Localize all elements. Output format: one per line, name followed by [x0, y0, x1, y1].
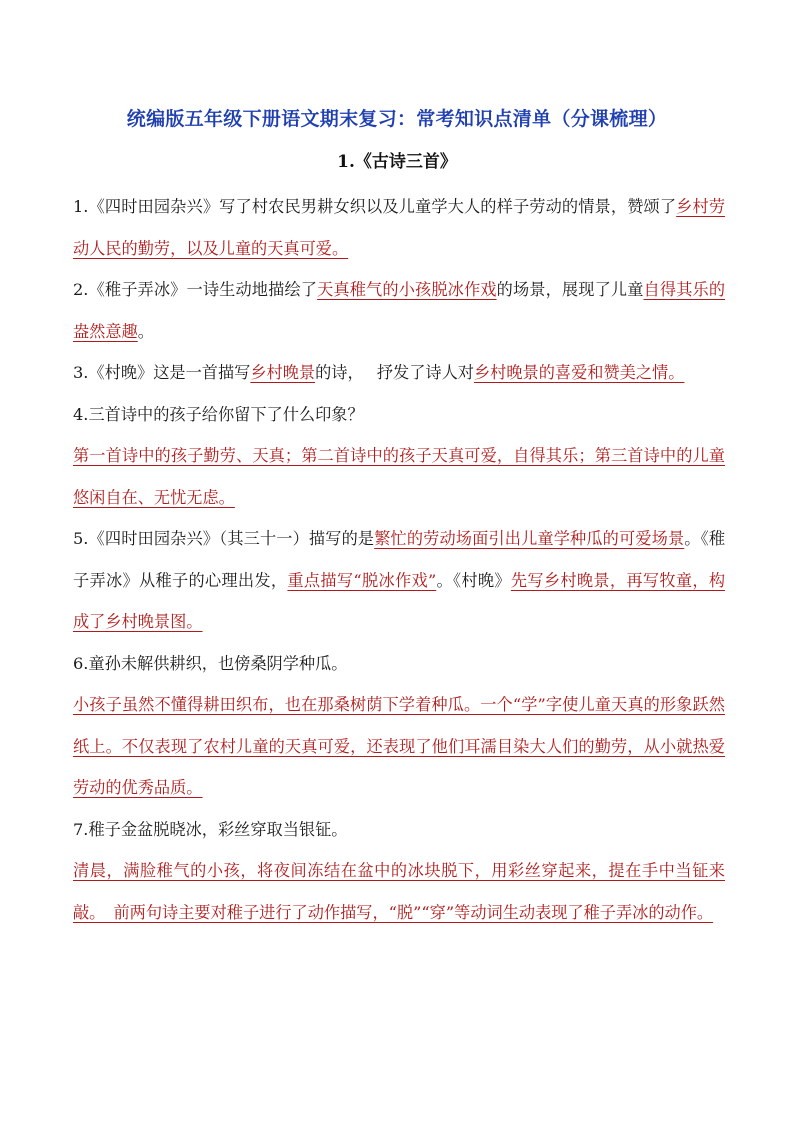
item-4-answer: [73, 435, 725, 518]
page-title: 统编版五年级下册语文期末复习：常考知识点清单（分课梳理）: [126, 108, 668, 130]
item-7-answer: [73, 850, 725, 933]
answer-text: 乡村晚景: [250, 363, 316, 382]
question-text: 。《村晚》: [436, 570, 511, 590]
item-6-question: [73, 643, 725, 685]
answer-text: 先写乡村晚景，再写牧童，构成了乡村晚景图。: [73, 570, 726, 631]
answer-text: 繁忙的劳动场面引出儿童学种瓜的可爱场景: [374, 529, 685, 548]
question-text: 。: [137, 321, 154, 341]
question-text: 5.《四时田园杂兴》（其三十一）描写的是: [73, 529, 375, 548]
answer-text: 清晨，满脸稚气的小孩，将夜间冻结在盆中的冰块脱下，用彩丝穿起来，提在手中当钲来敲。 前两句诗主要对稚子进行了动作描写，“脱”“穿”等动词生动表现了稚子弄冰的动作。: [73, 861, 725, 922]
answer-text: 第一首诗中的孩子勤劳、天真；第二首诗中的孩子天真可爱，自得其乐；第三首诗中的儿童悠闲自在、无忧无虑。: [73, 446, 725, 507]
question-text: 6.童孙未解供耕织，也傍桑阴学种瓜。: [73, 653, 348, 673]
question-text: 1.《四时田园杂兴》写了村农民男耕女织以及儿童学大人的样子劳动的情景，赞颂了: [73, 197, 677, 216]
item-2: [73, 269, 725, 352]
question-text: 。《稚子弄冰》从稚子的心理出发，: [73, 529, 726, 590]
item-4-question: [73, 394, 725, 436]
item-6-answer: [73, 684, 725, 809]
item-7-question: [73, 809, 725, 851]
answer-text: 天真稚气的小孩脱冰作戏: [317, 280, 497, 299]
item-3: [73, 352, 725, 394]
question-text: 4.三首诗中的孩子给你留下了什么印象？: [73, 404, 364, 424]
item-1: [73, 186, 725, 269]
answer-text: 小孩子虽然不懂得耕田织布，也在那桑树荫下学着种瓜。一个“学”字使儿童天真的形象跃然纸上。不仅表现了农村儿童的天真可爱，还表现了他们耳濡目染大人们的勤劳，从小就热爱劳动的优秀品质。: [73, 695, 725, 797]
content-body: [73, 186, 725, 933]
question-text: 的场景，展现了儿童: [496, 280, 644, 299]
answer-text: 重点描写“脱冰作戏”: [287, 570, 437, 590]
answer-text: 自得其乐的盎然意趣: [73, 280, 726, 341]
answer-text: 乡村劳动人民的勤劳，以及儿童的天真可爱。: [73, 197, 726, 258]
answer-text: 乡村晚景的喜爱和赞美之情。: [474, 363, 685, 382]
question-text: 7.稚子金盆脱晓冰，彩丝穿取当银钲。: [73, 819, 348, 839]
lesson-heading: 1.《古诗三首》: [337, 152, 457, 172]
question-text: 2.《稚子弄冰》一诗生动地描绘了: [73, 280, 318, 299]
item-5: [73, 518, 725, 643]
question-text: 的诗， 抒发了诗人对: [315, 363, 474, 382]
question-text: 3.《村晚》这是一首描写: [73, 363, 251, 382]
